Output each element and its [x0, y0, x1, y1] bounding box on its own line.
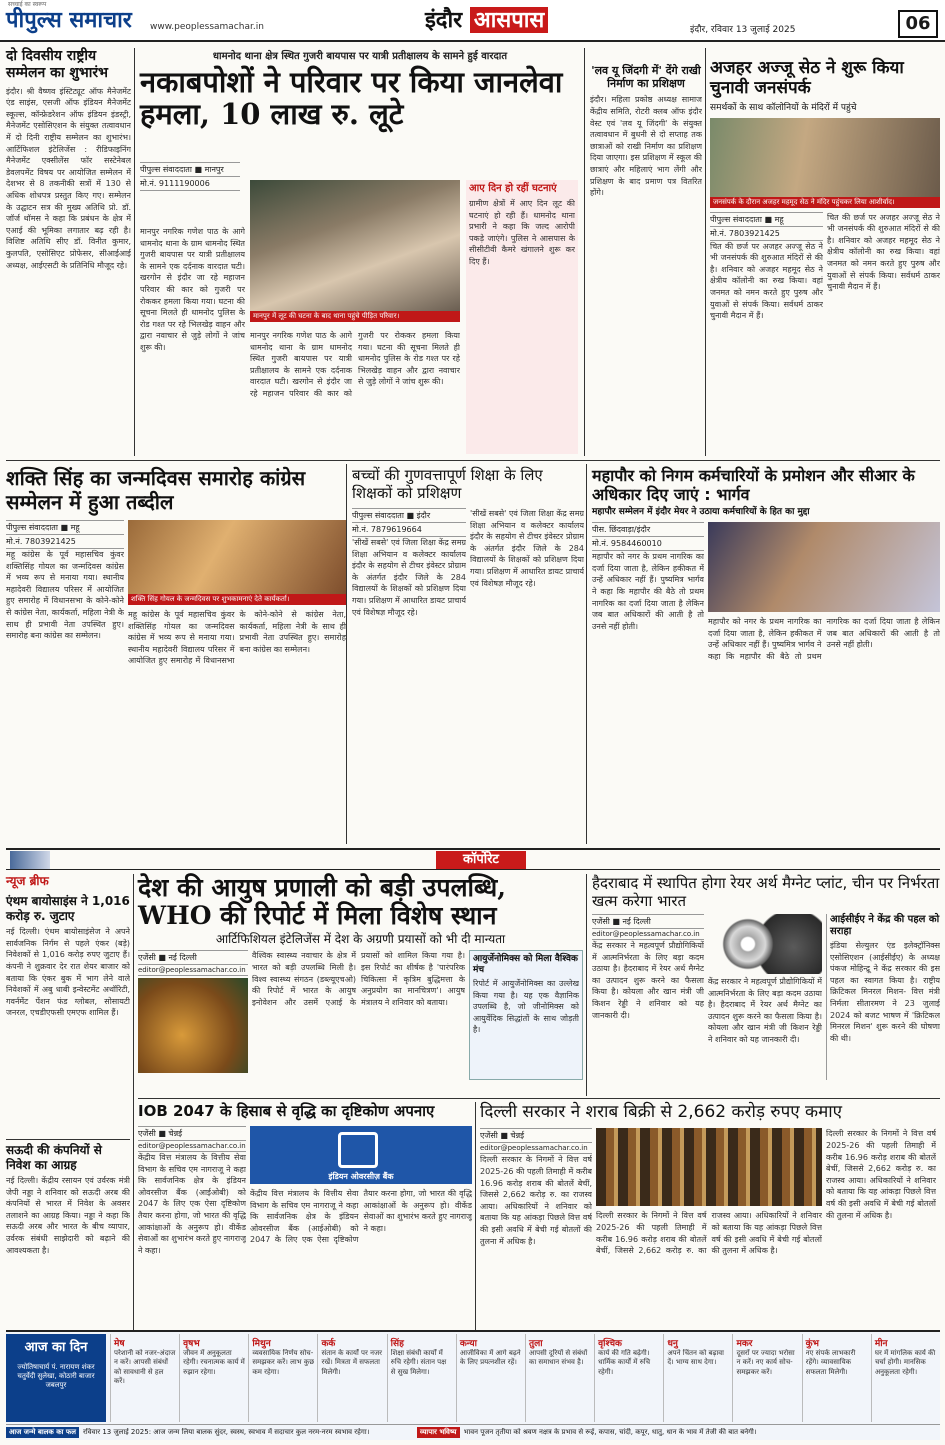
corporate-band [6, 848, 940, 870]
brief2-title: सऊदी की कंपनियों से निवेश का आग्रह [6, 1143, 102, 1172]
lead-sidebar-body: ग्रामीण क्षेत्रों में आए दिन लूट की घटनाएं हो रही हैं। धामनोद थाना प्रभारी ने कहा कि जल्द आरोपी पकड़े जाएंगे। पुलिस ने आसपास के सीसीटीवी कैमरे खंगालने शुरू कर दिए हैं। [469, 199, 575, 266]
lead-body-continued: मानपुर नगरिक गणेश पाठ के आगे धामनोद थाना के ग्राम धामनोद स्थित गुजरी बायपास पर यात्री प्रतीक्षालय के सामने एक दर्दनाक वारदात घटी। खरगोन से इंदौर जा रहे महाजन परिवार की कार को गुजरी पर रोककर हमला किया गया। घटना की सूचना मिलते ही धामनोद पुलिस के रोड गश्त पर रहे भिलखेड़ वाहन और द्वारा नवाचार से जुड़े लोगों ने जांच शुरू की। [250, 331, 460, 398]
rare-email[interactable]: editor@peoplessamachar.co.in [592, 929, 704, 940]
sign-kumbh [802, 1334, 871, 1422]
azhar-byline: पीपुल्स संवाददाता ■ महू [710, 212, 823, 227]
sign-makar [732, 1334, 801, 1422]
teachers-story [352, 466, 584, 846]
column-divider [586, 874, 587, 1096]
section-title-a: इंदौर [425, 7, 463, 33]
raksha-body: इंदौर। महिला प्रकोष्ठ अध्यक्ष सामाज केंद्रीय समिति, रोटरी क्लब ऑफ इंदौर वेस्ट एवं 'लव यू जिंदगी' के संयुक्त तत्वावधान में बुधनी से दो सप्ताह तक छात्राओं को राखी निर्माण का प्रशिक्षण दिया जाएगा। इस प्रशिक्षण में स्कूल की छात्राएं और महिलाएं भाग लेंगी और प्रशिक्षण के बाद प्रमाण पत्र वितरित होंगे। [590, 95, 702, 198]
lead-byline-place: मानपुर [204, 165, 224, 174]
sign-name: मकर [736, 1339, 753, 1349]
horoscope-title: आज का दिन [24, 1340, 88, 1355]
sign-text: नए संपर्क लाभकारी रहेंगे। व्यावसायिक सफलता मिलेगी। [805, 1349, 856, 1376]
liquor-body-continued: दिल्ली सरकार के निगमों ने वित्त वर्ष 2025-26 की पहली तिमाही में करीब 16.96 करोड़ शराब की बोतलें बेचीं, जिससे 2,662 करोड़ रु. का राजस्व आया। अधिकारियों ने शनिवार को बताया कि यह आंकड़ा पिछले वित्त वर्ष की इसी अवधि में बेची गई बोतलों की तुलना में अधिक है। [596, 1211, 822, 1256]
birth-label: आज जन्मे बालक का फल [6, 1427, 79, 1438]
lead-mobile: मो.नं. 9111190006 [140, 177, 240, 191]
azhar-body: चित की छर्ज पर अजहर अज्जू सेठ ने भी जनसंपर्क की शुरुआत मंदिरों से की है। शनिवार को अजहर महमूद सेठ ने क्षेत्रीय कॉलोनी का रुख किया। वहां जनमत को नमन करते हुए पुरुष और युवाओं से संपर्क किया। सर्वधर्म ठाकर चुनावी मैदान में हैं। [710, 241, 823, 321]
azhar-headline: अजहर अज्जू सेठ ने शुरू किया चुनावी जनसंपर्क [710, 58, 904, 99]
masthead-site[interactable]: www.peoplessamachar.in [150, 22, 264, 32]
ayush-headline: देश की आयुष प्रणाली को बड़ी उपलब्धि, WHO की रिपोर्ट में मिला विशेष स्थान [138, 873, 506, 930]
sign-name: मेष [114, 1339, 125, 1349]
horoscope-grid [110, 1334, 940, 1422]
sign-name: धनु [667, 1339, 678, 1349]
news-brief [6, 874, 130, 1394]
iob-byline: एजेंसी ■ चेन्नई [138, 1126, 246, 1141]
sign-vrishchik [594, 1334, 663, 1422]
sign-vrishabh [179, 1334, 248, 1422]
sign-name: मीन [874, 1339, 888, 1349]
raksha-story [590, 64, 702, 456]
lead-photo [250, 180, 460, 322]
liquor-body: दिल्ली सरकार के निगमों ने वित्त वर्ष 2025-26 की पहली तिमाही में करीब 16.96 करोड़ शराब की बोतलें बेचीं, जिससे 2,662 करोड़ रु. का राजस्व आया। अधिकारियों ने शनिवार को बताया कि यह आंकड़ा पिछले वित्त वर्ष की इसी अवधि में बेची गई बोतलों की तुलना में अधिक है। [480, 1155, 592, 1246]
azhar-body-continued: चित की छर्ज पर अजहर अज्जू सेठ ने भी जनसंपर्क की शुरुआत मंदिरों से की है। शनिवार को अजहर महमूद सेठ ने क्षेत्रीय कॉलोनी का रुख किया। वहां जनमत को नमन करते हुए पुरुष और युवाओं से संपर्क किया। सर्वधर्म ठाकर चुनावी मैदान में हैं। [827, 212, 940, 292]
mahapaur-body-continued: महापौर को नगर के प्रथम नागरिक का दर्जा दिया जाता है, लेकिन हकीकत में उन्हें अधिकार नहीं हैं। पुष्यमित्र भार्गव ने कहा कि महापौर की बैठे तो प्रथम नागरिक का दर्जा दिया जाता है लेकिन जब बात अधिकारों की आती है तो उनसे नहीं होती। [708, 617, 940, 661]
column-divider [134, 48, 135, 456]
market-icon [10, 851, 50, 869]
mahapaur-story [592, 466, 940, 846]
sign-text: आजीविका में आगे बढ़ने के लिए प्रयत्नशील रहें। [459, 1349, 521, 1367]
rare-body-continued: केंद्र सरकार ने महत्वपूर्ण प्रौद्योगिकियों में आत्मनिर्भरता के लिए बड़ा कदम उठाया है। हैदराबाद में रेयर अर्थ मैग्नेट का उत्पादन शुरू करने का फैसला किया है। कोयला और खान मंत्री जी किशन रेड्डी ने शनिवार को यह जानकारी दी। [708, 977, 822, 1044]
ayush-email[interactable]: editor@peoplessamachar.co.in [138, 965, 248, 976]
rare-body: केंद्र सरकार ने महत्वपूर्ण प्रौद्योगिकियों में आत्मनिर्भरता के लिए बड़ा कदम उठाया है। हैदराबाद में रेयर अर्थ मैग्नेट का उत्पादन शुरू करने का फैसला किया है। कोयला और खान मंत्री जी किशन रेड्डी ने शनिवार को यह जानकारी दी। [592, 941, 704, 1020]
shakti-body: महू कांग्रेस के पूर्व महासचिव कुंवर शक्तिसिंह गोयल का जन्मदिवस कांग्रेस में भव्य रूप से मनाया गया। स्थानीय महादेवरी विद्यालय परिसर में आयोजित हुए समारोह में विधानसभा के कोने-कोने से कांग्रेस नेता, कार्यकर्ता, महिला नेत्री के साथ ही प्रभावी नेता उपस्थित हुए। समारोह बना कांग्रेस का सम्मेलन। [6, 550, 124, 641]
trade-text: भावन पूजन तृतीया को श्रवण नक्षत्र के प्रभाव से रूई, कपास, चांदी, कपूर, धातु, धान के भाव में तेजी की बात बनेगी। [463, 1428, 757, 1436]
ayush-box-title: आयुर्जेनोमिक्स को मिला वैश्विक मंच [473, 954, 578, 976]
liquor-photo [596, 1128, 822, 1206]
sign-name: तुला [528, 1339, 543, 1349]
shakti-photo-caption: शक्ति सिंह गोयल के जन्मदिवस पर शुभकामनाएं देते कार्यकर्ता। [128, 594, 346, 605]
liquor-email[interactable]: editor@peoplessamachar.co.in [480, 1143, 592, 1154]
teachers-body-continued: 'सीखें सबसे' एवं जिला शिक्षा केंद्र समग्र शिक्षा अभियान व कलेक्टर कार्यालय इंदौर के सहयोग से टीचर इंवेस्टर प्रोग्राम के अंतर्गत इंदौर जिले के 284 विद्यालयों के शिक्षकों को प्रशिक्षण दिया गया। प्रशिक्षण में आधारित डायट प्राचार्य एवं विशेषज्ञ मौजूद रहे। [470, 509, 584, 588]
teachers-body: 'सीखें सबसे' एवं जिला शिक्षा केंद्र समग्र शिक्षा अभियान व कलेक्टर कार्यालय इंदौर के सहयोग से टीचर इंवेस्टर प्रोग्राम के अंतर्गत इंदौर जिले के 284 विद्यालयों के शिक्षकों को प्रशिक्षण दिया गया। प्रशिक्षण में आधारित डायट प्राचार्य एवं विशेषज्ञ मौजूद रहे। [352, 538, 466, 617]
shakti-headline: शक्ति सिंह का जन्मदिवस समारोह कांग्रेस सम्मेलन में हुआ तब्दील [6, 466, 306, 514]
mahapaur-mobile: मो.नं. 9584460010 [592, 537, 704, 551]
dateline: इंदौर, रविवार 13 जुलाई 2025 [690, 25, 796, 35]
left-story-title: दो दिवसीय राष्ट्रीय सम्मेलन का शुभारंभ [6, 48, 108, 81]
sign-name: वृषभ [183, 1339, 200, 1349]
sign-text: परेशानी को नजर-अंदाज न करें। आपसी संबंधों को सावधानी से हल करें। [114, 1349, 176, 1386]
shakti-mobile: मो.नं. 7803921425 [6, 535, 124, 549]
azhar-subhead: समर्थकों के साथ कॉलोनियों के मंदिरों में पहुंचे [710, 102, 857, 113]
iob-body: केंद्रीय वित्त मंत्रालय के वित्तीय सेवा विभाग के सचिव एम नागराजू ने कहा कि सार्वजनिक क्षेत्र के इंडियन ओवरसीज बैंक (आईओबी) को 2047 के लिए एक ऐसा दृष्टिकोण तैयार करना होगा, जो भारत की वृद्धि आकांक्षाओं के अनुरूप हो। वीकेंड सेवाओं का शुभारंभ करते हुए नागराजू ने कहा। [138, 1153, 246, 1255]
raksha-title: 'लव यू जिंदगी में' देंगे राखी निर्माण का प्रशिक्षण [591, 64, 701, 91]
ayush-byline: एजेंसी ■ नई दिल्ली [138, 950, 248, 965]
sign-name: वृश्चिक [598, 1339, 622, 1349]
liquor-body-more: दिल्ली सरकार के निगमों ने वित्त वर्ष 2025-26 की पहली तिमाही में करीब 16.96 करोड़ शराब की बोतलें बेचीं, जिससे 2,662 करोड़ रु. का राजस्व आया। अधिकारियों ने शनिवार को बताया कि यह आंकड़ा पिछले वित्त वर्ष की इसी अवधि में बेची गई बोतलों की तुलना में अधिक है। [826, 1129, 936, 1220]
shakti-byline: पीपुल्स संवाददाता ■ महू [6, 520, 124, 535]
lead-byline: पीपुल्स संवाददाता ■ मानपुर [140, 162, 240, 177]
sign-name: मिथुन [252, 1339, 271, 1349]
masthead-tagline: सच्चाई का स्वरूप [8, 1, 47, 8]
mahapaur-subhead: महापौर सम्मेलन में इंदौर मेयर ने उठाया कर्मचारियों के हित का मुद्दा [592, 507, 810, 518]
corporate-label: कॉर्पोरेट [436, 851, 526, 869]
column-divider [586, 464, 587, 844]
brief1-body: नई दिल्ली। एंथम बायोसाइंसेज ने अपने सार्वजनिक निर्गम से पहले एंकर (बड़े) निवेशकों से 1,016 करोड़ रुपए जुटाए हैं। कंपनी ने शुक्रवार देर रात शेयर बाजार को बताया कि एंकर बुक में भाग लेने वाले निवेशकों में अबु धाबी इन्वेस्टमेंट अथॉरिटी, गवर्नमेंट पेंशन फंड ग्लोबल, सोसायटी जनरल, एचडीएफसी एमएफ शामिल हैं। [6, 927, 130, 1018]
ayush-body: वैश्विक स्वास्थ्य नवाचार के क्षेत्र में भारत को बड़ी उपलब्धि मिली है। विश्व स्वास्थ्य संगठन (डब्ल्यूएचओ) की रिपोर्ट में भारत के आयुष इनोवेशन और उसमें एआई के प्रयासों को शामिल किया गया है। इस रिपोर्ट का शीर्षक है 'पारंपरिक चिकित्सा में कृत्रिम बुद्धिमत्ता के अनुप्रयोग का मानचित्रण'। आयुष मंत्रालय ने शनिवार को बताया। [252, 951, 465, 1007]
left-column-story [6, 48, 131, 458]
shakti-story [6, 466, 346, 846]
lead-byline-name: पीपुल्स संवाददाता [140, 165, 192, 174]
column-divider [584, 48, 585, 456]
sign-name: कन्या [459, 1339, 477, 1349]
ayush-story [138, 874, 583, 1096]
azhar-byline-name: पीपुल्स संवाददाता [710, 214, 762, 224]
sign-mithun [248, 1334, 317, 1422]
shakti-body-continued: महू कांग्रेस के पूर्व महासचिव कुंवर शक्तिसिंह गोयल का जन्मदिवस कांग्रेस में भव्य रूप से मनाया गया। स्थानीय महादेवरी विद्यालय परिसर में आयोजित हुए समारोह में विधानसभा के कोने-कोने से कांग्रेस नेता, कार्यकर्ता, महिला नेत्री के साथ ही प्रभावी नेता उपस्थित हुए। समारोह बना कांग्रेस का सम्मेलन। [128, 610, 346, 666]
ayush-subhead: आर्टिफिशियल इंटेलिजेंस में देश के अग्रणी प्रयासों को भी दी मान्यता [215, 932, 506, 946]
brief-divider [6, 1139, 130, 1140]
sign-text: घर में मांगलिक कार्य की चर्चा होगी। मानसिक अनुकूलता रहेगी। [874, 1349, 936, 1376]
rare-side-body: इंडिया सेल्युलर एंड इलेक्ट्रॉनिक्स एसोसिएशन (आईसीईए) के अध्यक्ष पंकज मोहिन्द्रू ने केंद्र सरकार की इस पहल का स्वागत किया है। राष्ट्रीय क्रिटिकल मिनरल मिशन- वित्त मंत्री निर्मला सीतारमण ने 23 जुलाई 2024 को बजट भाषण में 'क्रिटिकल मिनरल मिशन' शुरू करने की घोषणा की थी। [830, 941, 940, 1043]
mahapaur-headline: महापौर को निगम कर्मचारियों के प्रमोशन और सीआर के अधिकार दिए जाएं : भार्गव [592, 466, 915, 505]
horoscope-footer [6, 1424, 940, 1440]
section-title-b: आसपास [470, 7, 548, 33]
magnet-photo [708, 914, 822, 974]
azhar-story [710, 58, 940, 456]
trade-label: व्यापार भविष्य [417, 1427, 460, 1438]
page-number: 06 [898, 10, 938, 38]
teachers-headline: बच्चों की गुणवत्तापूर्ण शिक्षा के लिए शिक्षकों को प्रशिक्षण [352, 466, 543, 502]
brief1-title: एंथम बायोसाइंस ने 1,016 करोड़ रु. जुटाए [6, 894, 130, 923]
teachers-mobile: मो.नं. 7879619664 [352, 523, 466, 537]
lead-body: मानपुर नगरिक गणेश पाठ के आगे धामनोद थाना के ग्राम धामनोद स्थित गुजरी बायपास पर यात्री प्रतीक्षालय के सामने एक दर्दनाक वारदात घटी। खरगोन से इंदौर जा रहे महाजन परिवार की कार को गुजरी पर रोककर हमला किया गया। घटना की सूचना मिलते ही धामनोद पुलिस के रोड गश्त पर रहे भिलखेड़ वाहन और द्वारा नवाचार से जुड़े लोगों ने जांच शुरू की। [140, 227, 245, 352]
rare-headline: हैदराबाद में स्थापित होगा रेयर अर्थ मैग्नेट प्लांट, चीन पर निर्भरता खत्म करेगा भारत [592, 874, 940, 910]
horoscope-section [6, 1330, 940, 1440]
sign-mesh [110, 1334, 179, 1422]
left-story-body: इंदौर। श्री वैष्णव इंस्टिट्यूट ऑफ मैनेजमेंट एंड साइंस, एसजी ऑफ इंडियन मैनेजमेंट स्कूल्स, कॉन्फ्रेडरेशन ऑफ इंडियन इंडस्ट्री, मैनेजमेंट एसोसिएशन के संयुक्त तत्वावधान में दो दिनी राष्ट्रीय सम्मेलन का शुभारंभ। आर्टिफिशल इंटेलिजेंस : रीडिफाइनिंग मैनेजमेंट एक्सीलेंस फॉर सस्टेनेबल डेवलपमेंट विषय पर आयोजित सम्मेलन में देशभर से 8 तकनीकी सत्रों में 130 से अधिक शोधपत्र प्रस्तुत किए गए। सम्मेलन के उद्घाटन सत्र की मुख्य अतिथि प्रो. डॉ. जॉर्ज थॉमस ने कहा कि प्रबंधन के क्षेत्र में एआई की भूमिका लगातार बढ़ रही है। विशिष्ट अतिथि सीए डॉ. विनीत कुमार, कुलपति, एसोसिएट प्रोफेसर, सीआईआई अध्यक्ष, आईएसटी के प्रतिनिधि मौजूद रहे। [6, 86, 131, 270]
sign-name: सिंह [390, 1339, 404, 1349]
mahapaur-photo [708, 522, 940, 612]
lead-story [140, 48, 580, 458]
lead-kicker: धामनोद थाना क्षेत्र स्थित गुजरी बायपास पर यात्री प्रतीक्षालय के सामने हुई वारदात [212, 51, 508, 62]
column-divider [133, 874, 134, 1394]
sign-singh [387, 1334, 456, 1422]
row-divider [6, 460, 940, 461]
rare-earth-story [592, 874, 940, 1096]
sign-text: कार्य की गति बढ़ेगी। धार्मिक कार्यों में रुचि रहेगी। [598, 1349, 651, 1376]
sign-name: कुंभ [805, 1339, 819, 1349]
iob-email[interactable]: editor@peoplessamachar.co.in [138, 1142, 246, 1150]
iob-logo-text: इंडियन ओवरसीज़ बैंक [328, 1172, 394, 1181]
sign-text: संतान के कार्यों पर नजर रखें। मित्रता में सफलता मिलेगी। [321, 1349, 383, 1376]
mahapaur-body: महापौर को नगर के प्रथम नागरिक का दर्जा दिया जाता है, लेकिन हकीकत में उन्हें अधिकार नहीं हैं। पुष्यमित्र भार्गव ने कहा कि महापौर की बैठे तो प्रथम नागरिक का दर्जा दिया जाता है लेकिन जब बात अधिकारों की आती है तो उनसे नहीं होती। [592, 552, 704, 631]
lead-sidebar [466, 180, 578, 454]
rare-byline: एजेंसी ■ नई दिल्ली [592, 914, 704, 929]
ayush-photo [138, 978, 248, 1073]
sign-dhanu [663, 1334, 732, 1422]
masthead-logo: पीपुल्स समाचार [6, 7, 132, 33]
lead-photo-caption: मानपुर में लूट की घटना के बाद थाना पहुंचे पीड़ित परिवार। [250, 311, 460, 322]
teachers-byline-name: पीपुल्स संवाददाता [352, 511, 404, 520]
section-title [425, 4, 548, 34]
sign-text: आपसी दूरियों से संबंधों का समाधान संभव है। [528, 1349, 588, 1367]
sign-text: दूसरों पर ज्यादा भरोसा न करें। नए कार्य सोच-समझकर करें। [736, 1349, 795, 1376]
sign-kanya [456, 1334, 525, 1422]
row-divider [138, 1098, 940, 1099]
iob-logo-icon [338, 1132, 378, 1168]
rare-side-title: आईसीईए ने केंद्र की पहल को सराहा [830, 914, 940, 937]
sign-text: व्यवसायिक निर्णय सोच-समझकर करें। लाभ कुछ कम रहेगा। [252, 1349, 315, 1376]
teachers-byline-place: इंदौर [416, 511, 431, 520]
teachers-byline: पीपुल्स संवाददाता ■ इंदौर [352, 508, 466, 523]
masthead [0, 0, 945, 42]
ayush-box-body: रिपोर्ट में आयुर्जेनोमिक्स का उल्लेख किया गया है। यह एक वैज्ञानिक उपलब्धि है, जो जीनोमिक्स को आयुर्वेदिक सिद्धांतों के साथ जोड़ती है। [473, 978, 579, 1035]
horoscope-astrologer: ज्योतिषाचार्य पं. नारायण शंकर चतुर्वेदी सुलेखा, कोठारी बाजार जबलपुर [17, 1363, 95, 1390]
sign-tula [525, 1334, 594, 1422]
liquor-byline: एजेंसी ■ चेन्नई [480, 1128, 592, 1143]
sign-name: कर्क [321, 1339, 336, 1349]
azhar-photo [710, 118, 940, 208]
shakti-byline-name: पीपुल्स संवाददाता [6, 523, 58, 532]
azhar-byline-place: महू [774, 214, 784, 224]
sign-text: जीवन में अनुकूलता रहेगी। रचनात्मक कार्य में रुझान रहेगा। [183, 1349, 245, 1376]
azhar-mobile: मो.नं. 7803921425 [710, 227, 823, 241]
lead-sidebar-title: आए दिन हो रहीं घटनाएं [469, 183, 557, 194]
shakti-byline-place: महू [70, 523, 80, 532]
brief2-body: नई दिल्ली। केंद्रीय रसायन एवं उर्वरक मंत्री जेपी नड्डा ने शनिवार को सऊदी अरब की कंपनियों से भारत में निवेश के अवसर तलाशने का आग्रह किया। नड्डा ने कहा कि सऊदी अरब और भारत के बीच व्यापार, उर्वरक संबंधी साझेदारी को बढ़ाने की आवश्यकता है। [6, 1175, 130, 1255]
column-divider [346, 464, 347, 844]
ayush-box [469, 950, 583, 1080]
iob-body-continued: केंद्रीय वित्त मंत्रालय के वित्तीय सेवा विभाग के सचिव एम नागराजू ने कहा कि सार्वजनिक क्षेत्र के इंडियन ओवरसीज बैंक (आईओबी) को 2047 के लिए एक ऐसा दृष्टिकोण तैयार करना होगा, जो भारत की वृद्धि आकांक्षाओं के अनुरूप हो। वीकेंड सेवाओं का शुभारंभ करते हुए नागराजू ने कहा। [250, 1189, 472, 1245]
column-divider [705, 48, 706, 456]
iob-logo [250, 1126, 472, 1184]
birth-text: रविवार 13 जुलाई 2025: आज जन्म लिया बालक सुंदर, स्वस्थ, स्वभाव में सदाचार कुल नरम-नरम स्वभाव रहेगा। [82, 1428, 370, 1436]
mahapaur-byline: पीस. छिंदवाड़ा/इंदौर [592, 522, 704, 537]
sign-kark [317, 1334, 386, 1422]
horoscope-header [6, 1334, 106, 1422]
liquor-headline: दिल्ली सरकार ने शराब बिक्री से 2,662 करोड़ रुपए कमाए [480, 1102, 843, 1122]
sign-text: अपने चिंतन को बढ़ावा दें। भाग्य साथ देगा। [667, 1349, 724, 1367]
sign-meen [871, 1334, 940, 1422]
sign-text: शिक्षा संबंधी कार्यों में रुचि रहेगी। संतान पक्ष से सुख मिलेगा। [390, 1349, 447, 1376]
iob-headline: IOB 2047 के हिसाब से वृद्धि का दृष्टिकोण अपनाए [138, 1102, 435, 1120]
shakti-photo [128, 520, 346, 605]
news-brief-label: न्यूज ब्रीफ [6, 874, 49, 888]
lead-headline: नकाबपोशों ने परिवार पर किया जानलेवा हमला, 10 लाख रु. लूटे [140, 65, 563, 132]
azhar-photo-caption: जनसंपर्क के दौरान अजहर महमूद सेठ ने मंदिर पहुंचकर लिया आशीर्वाद। [710, 197, 940, 208]
